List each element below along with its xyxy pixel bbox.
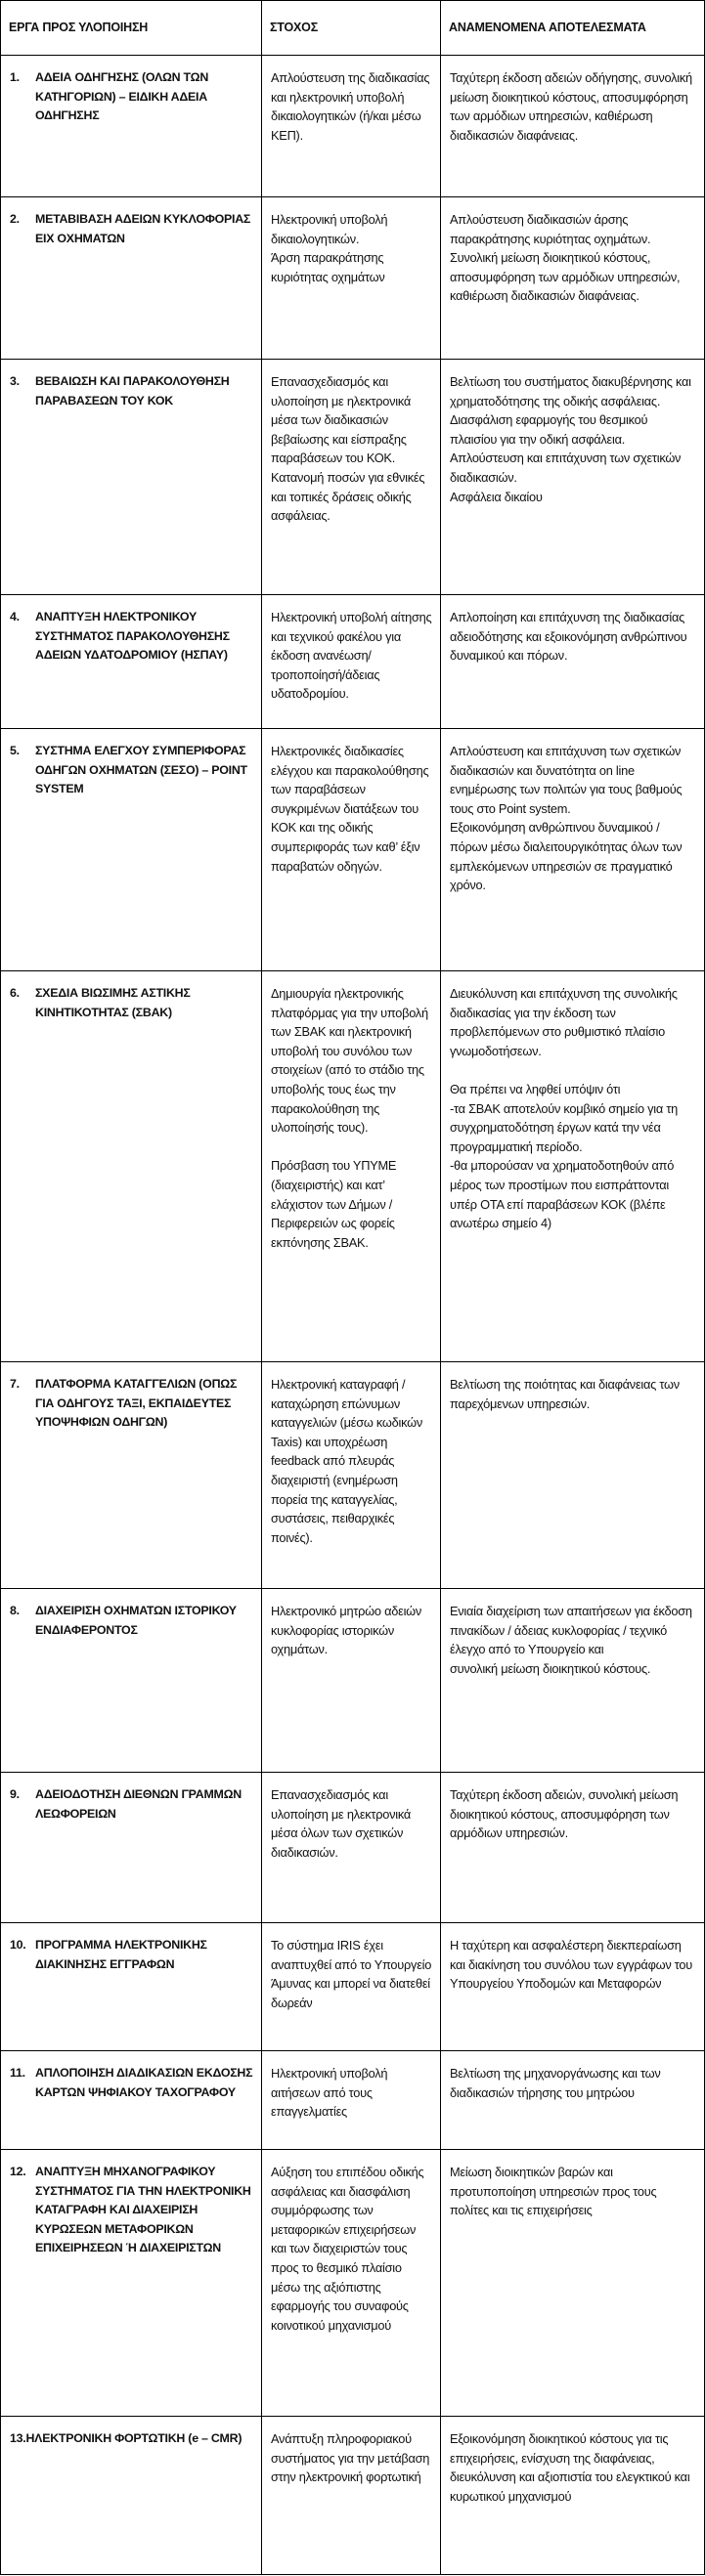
goal-cell	[262, 971, 441, 1362]
table-row	[1, 2051, 705, 2150]
results-cell	[441, 2417, 705, 2575]
project-title: ΑΔΕΙΑ ΟΔΗΓΗΣΗΣ (ΟΛΩΝ ΤΩΝ ΚΑΤΗΓΟΡΙΩΝ) – ΕΙΔΙΚΗ ΑΔΕΙΑ ΟΔΗΓΗΣΗΣ	[35, 70, 209, 123]
goal-cell	[262, 1773, 441, 1923]
project-cell	[1, 1773, 262, 1923]
project-cell	[1, 197, 262, 360]
goal-text: Δημιουργία ηλεκτρονικής πλατφόρμας για την υποβολή των ΣΒΑΚ και ηλεκτρονική υποβολή του συνόλου των στοιχείων (από το στάδιο της υποβολής τους έως την παρακολούθηση της υλοποίησής τους). Πρόσβαση του ΥΠΥΜΕ (διαχειριστής) και κατ’ ελάχιστον των Δήμων / Περιφερειών ως φορείς εκπόνησης ΣΒΑΚ.	[271, 986, 428, 1250]
results-cell	[441, 197, 705, 360]
project-number: 11.	[10, 2066, 25, 2080]
project-number: 3.	[10, 374, 20, 388]
results-cell	[441, 1923, 705, 2051]
results-text: Διευκόλυνση και επιτάχυνση της συνολικής διαδικασίας για την έκδοση των προβλεπόμενων στο ρυθμιστικό πλαίσιο γνωμοδοτήσεων. Θα πρέπει να ληφθεί υπόψιν ότι -τα ΣΒΑΚ αποτελούν κομβικό σημείο για τη συγχρηματοδότηση έργων κατά την νέα προγραμματική περίοδο. -θα μπορούσαν να χρηματοδοτηθούν από μέρος των προστίμων που εισπράττονται υπέρ ΟΤΑ επί παραβάσεων ΚΟΚ (βλέπε ανωτέρω σημείο 4)	[450, 986, 679, 1231]
table-row	[1, 2417, 705, 2575]
project-title: ΑΔΕΙΟΔΟΤΗΣΗ ΔΙΕΘΝΩΝ ΓΡΑΜΜΩΝ ΛΕΩΦΟΡΕΙΩΝ	[35, 1787, 242, 1821]
goal-text: Ηλεκτρονική καταγραφή / καταχώρηση επώνυμων καταγγελιών (μέσω κωδικών Taxis) και υποχρέωση feedback από πλευράς διαχειριστή (ενημέρωση πορεία της καταγγελίας, συστάσεις, πειθαρχικές ποινές).	[271, 1377, 422, 1545]
results-text: Βελτίωση του συστήματος διακυβέρνησης και χρηματοδότησης της οδικής ασφάλειας. Διασφάλιση εφαρμογής του θεσμικού πλαισίου για την οδική ασφάλεια. Απλούστευση και επιτάχυνση των σχετικών διαδικασιών. Ασφάλεια δικαίου	[450, 374, 691, 504]
project-cell	[1, 971, 262, 1362]
project-number: 7.	[10, 1377, 20, 1391]
goal-text: Ανάπτυξη πληροφοριακού συστήματος για την μετάβαση στην ηλεκτρονική φορτωτική	[271, 2431, 430, 2485]
results-cell	[441, 729, 705, 971]
goal-cell	[262, 2051, 441, 2150]
project-cell	[1, 56, 262, 197]
project-cell	[1, 2051, 262, 2150]
project-number: 5.	[10, 744, 20, 757]
results-cell	[441, 1362, 705, 1589]
goal-cell	[262, 1589, 441, 1773]
project-title: ΑΠΛΟΠΟΙΗΣΗ ΔΙΑΔΙΚΑΣΙΩΝ ΕΚΔΟΣΗΣ ΚΑΡΤΩΝ ΨΗΦΙΑΚΟΥ ΤΑΧΟΓΡΑΦΟΥ	[35, 2066, 253, 2099]
project-title: ΔΙΑΧΕΙΡΙΣΗ ΟΧΗΜΑΤΩΝ ΙΣΤΟΡΙΚΟΥ ΕΝΔΙΑΦΕΡΟΝΤΟΣ	[35, 1604, 237, 1637]
header-goal	[262, 1, 441, 56]
results-cell	[441, 2150, 705, 2417]
table-row	[1, 2150, 705, 2417]
project-cell	[1, 1362, 262, 1589]
goal-cell	[262, 729, 441, 971]
project-cell	[1, 2150, 262, 2417]
project-title: ΣΥΣΤΗΜΑ ΕΛΕΓΧΟΥ ΣΥΜΠΕΡΙΦΟΡΑΣ ΟΔΗΓΩΝ ΟΧΗΜΑΤΩΝ (ΣΕΣΟ) – POINT SYSTEM	[35, 744, 247, 796]
table-row	[1, 1589, 705, 1773]
results-text: Η ταχύτερη και ασφαλέστερη διεκπεραίωση και διακίνηση του συνόλου των εγγράφων του Υπουργείου Υποδομών και Μεταφορών	[450, 1938, 693, 1992]
results-text: Βελτίωση της ποιότητας και διαφάνειας των παρεχόμενων υπηρεσιών.	[450, 1377, 680, 1411]
goal-text: Επανασχεδιασμός και υλοποίηση με ηλεκτρονικά μέσα όλων των σχετικών διαδικασιών.	[271, 1787, 412, 1860]
results-text: Μείωση διοικητικών βαρών και προτυποποίηση υπηρεσιών προς τους πολίτες και τις επιχειρήσεις	[450, 2165, 657, 2218]
header-results-label: ΑΝΑΜΕΝΟΜΕΝΑ ΑΠΟΤΕΛΕΣΜΑΤΑ	[449, 21, 646, 34]
header-results	[441, 1, 705, 56]
project-title: ΠΛΑΤΦΟΡΜΑ ΚΑΤΑΓΓΕΛΙΩΝ (ΟΠΩΣ ΓΙΑ ΟΔΗΓΟΥΣ ΤΑΞΙ, ΕΚΠΑΙΔΕΥΤΕΣ ΥΠΟΨΗΦΙΩΝ ΟΔΗΓΩΝ)	[35, 1377, 238, 1430]
project-number: 12.	[10, 2165, 26, 2178]
project-cell	[1, 1589, 262, 1773]
table-row	[1, 56, 705, 197]
goal-cell	[262, 2417, 441, 2575]
table-row	[1, 729, 705, 971]
project-number: 4.	[10, 610, 20, 623]
header-goal-label: ΣΤΟΧΟΣ	[270, 21, 318, 34]
project-title: ΠΡΟΓΡΑΜΜΑ ΗΛΕΚΤΡΟΝΙΚΗΣ ΔΙΑΚΙΝΗΣΗΣ ΕΓΓΡΑΦΩΝ	[35, 1938, 207, 1971]
goal-cell	[262, 595, 441, 729]
project-number: 9.	[10, 1787, 20, 1801]
results-text: Απλούστευση διαδικασιών άρσης παρακράτησης κυριότητας οχημάτων. Συνολική μείωση διοικητικού κόστους, αποσυμφόρηση των αρμόδιων υπηρεσιών, καθιέρωση διαδικασιών διαφάνειας.	[450, 212, 681, 304]
goal-cell	[262, 2150, 441, 2417]
goal-cell	[262, 1362, 441, 1589]
goal-text: Ηλεκτρονική υποβολή αιτήσεων από τους επαγγελματίες	[271, 2066, 388, 2120]
project-cell	[1, 1923, 262, 2051]
results-cell	[441, 360, 705, 595]
results-cell	[441, 971, 705, 1362]
table-row	[1, 595, 705, 729]
project-cell	[1, 595, 262, 729]
project-number: 2.	[10, 212, 20, 226]
results-text: Εξοικονόμηση διοικητικού κόστους για τις επιχειρήσεις, ενίσχυση της διαφάνειας, διευκόλυνση και αξιοπιστία του ελεγκτικού και κυρωτικού μηχανισμού	[450, 2431, 690, 2504]
table-row	[1, 1362, 705, 1589]
project-cell	[1, 2417, 262, 2575]
goal-text: Απλούστευση της διαδικασίας και ηλεκτρονική υποβολή δικαιολογητικών (ή/και μέσω ΚΕΠ).	[271, 70, 430, 143]
results-text: Απλούστευση και επιτάχυνση των σχετικών διαδικασιών και δυνατότητα on line ενημέρωσης των πολιτών για τους βαθμούς τους στο Point system. Εξοικονόμηση ανθρώπινου δυναμικού / πόρων μέσω διαλειτουργικότητας όλων των εμπλεκόμενων υπηρεσιών σε πραγματικό χρόνο.	[450, 744, 683, 893]
goal-cell	[262, 360, 441, 595]
results-cell	[441, 595, 705, 729]
table-header-row	[1, 1, 705, 56]
goal-cell	[262, 1923, 441, 2051]
results-text: Ταχύτερη έκδοση αδειών οδήγησης, συνολική μείωση διοικητικού κόστους, αποσυμφόρηση των αρμόδιων υπηρεσιών, καθιέρωση διαδικασιών διαφάνειας.	[450, 70, 692, 143]
project-number: 10.	[10, 1938, 26, 1952]
table-row	[1, 1773, 705, 1923]
results-cell	[441, 56, 705, 197]
project-title: ΣΧΕΔΙΑ ΒΙΩΣΙΜΗΣ ΑΣΤΙΚΗΣ ΚΙΝΗΤΙΚΟΤΗΤΑΣ (ΣΒΑΚ)	[35, 986, 191, 1019]
project-title: ΑΝΑΠΤΥΞΗ ΜΗΧΑΝΟΓΡΑΦΙΚΟΥ ΣΥΣΤΗΜΑΤΟΣ ΓΙΑ ΤΗΝ ΗΛΕΚΤΡΟΝΙΚΗ ΚΑΤΑΓΡΑΦΗ ΚΑΙ ΔΙΑΧΕΙΡΙΣΗ ΚΥΡΩΣΕΩΝ ΜΕΤΑΦΟΡΙΚΩΝ ΕΠΙΧΕΙΡΗΣΕΩΝ Ή ΔΙΑΧΕΙΡΙΣΤΩΝ	[35, 2165, 251, 2255]
goal-text: Αύξηση του επιπέδου οδικής ασφάλειας και διασφάλιση συμμόρφωσης των μεταφορικών επιχειρήσεων και των διαχειριστών τους προς το θεσμικό πλαίσιο μέσω της αξιόπιστης εφαρμογής του συναφούς κοινοτικού μηχανισμού	[271, 2165, 424, 2333]
project-number: 8.	[10, 1604, 20, 1617]
results-text: Ταχύτερη έκδοση αδειών, συνολική μείωση διοικητικού κόστους, αποσυμφόρηση των αρμόδιων υπηρεσιών.	[450, 1787, 679, 1841]
project-title: ΗΛΕΚΤΡΟΝΙΚΗ ΦΟΡΤΩΤΙΚΗ (e – CMR)	[25, 2431, 242, 2445]
project-title: ΑΝΑΠΤΥΞΗ ΗΛΕΚΤΡΟΝΙΚΟΥ ΣΥΣΤΗΜΑΤΟΣ ΠΑΡΑΚΟΛΟΥΘΗΣΗΣ ΑΔΕΙΩΝ ΥΔΑΤΟΔΡΟΜΙΟΥ (ΗΣΠΑΥ)	[35, 610, 230, 663]
project-number: 1.	[10, 70, 20, 84]
results-text: Ενιαία διαχείριση των απαιτήσεων για έκδοση πινακίδων / άδειας κυκλοφορίας / τεχνικό έλεγχο από το Υπουργείο και συνολική μείωση διοικητικού κόστους.	[450, 1604, 692, 1676]
results-text: Βελτίωση της μηχανοργάνωσης και των διαδικασιών τήρησης του μητρώου	[450, 2066, 661, 2100]
goal-text: Το σύστημα IRIS έχει αναπτυχθεί από το Υπουργείο Άμυνας και μπορεί να διατεθεί δωρεάν	[271, 1938, 432, 2010]
goal-cell	[262, 197, 441, 360]
header-projects-label: ΕΡΓΑ ΠΡΟΣ ΥΛΟΠΟΙΗΣΗ	[9, 21, 149, 34]
project-title: ΜΕΤΑΒΙΒΑΣΗ ΑΔΕΙΩΝ ΚΥΚΛΟΦΟΡΙΑΣ ΕΙΧ ΟΧΗΜΑΤΩΝ	[35, 212, 251, 245]
project-cell	[1, 729, 262, 971]
goal-text: Επανασχεδιασμός και υλοποίηση με ηλεκτρονικά μέσα των διαδικασιών βεβαίωσης και είσπραξης παραβάσεων του ΚΟΚ. Κατανομή ποσών για εθνικές και τοπικές δράσεις οδικής ασφάλειας.	[271, 374, 425, 524]
project-title: ΒΕΒΑΙΩΣΗ ΚΑΙ ΠΑΡΑΚΟΛΟΥΘΗΣΗ ΠΑΡΑΒΑΣΕΩΝ ΤΟΥ ΚΟΚ	[35, 374, 230, 408]
goal-text: Ηλεκτρονικό μητρώο αδειών κυκλοφορίας ιστορικών οχημάτων.	[271, 1604, 422, 1657]
project-number: 13.	[10, 2431, 26, 2445]
results-cell	[441, 1773, 705, 1923]
results-text: Απλοποίηση και επιτάχυνση της διαδικασίας αδειοδότησης και εξοικονόμηση ανθρώπινου δυναμικού και πόρων.	[450, 610, 687, 664]
goal-text: Ηλεκτρονική υποβολή δικαιολογητικών. Άρση παρακράτησης κυριότητας οχημάτων	[271, 212, 388, 284]
goal-text: Ηλεκτρονική υποβολή αίτησης και τεχνικού φακέλου για έκδοση ανανέωση/ τροποποίησή/άδειας υδατοδρομίου.	[271, 610, 432, 702]
results-cell	[441, 2051, 705, 2150]
goal-text: Ηλεκτρονικές διαδικασίες ελέγχου και παρακολούθησης των παραβάσεων συγκριμένων διατάξεων του ΚΟΚ και της οδικής συμπεριφοράς των καθ’ έξιν παραβατών οδηγών.	[271, 744, 429, 874]
table-row	[1, 971, 705, 1362]
goal-cell	[262, 56, 441, 197]
header-projects	[1, 1, 262, 56]
table-row	[1, 197, 705, 360]
results-cell	[441, 1589, 705, 1773]
table-row	[1, 360, 705, 595]
table-row	[1, 1923, 705, 2051]
project-number: 6.	[10, 986, 20, 1000]
project-cell	[1, 360, 262, 595]
